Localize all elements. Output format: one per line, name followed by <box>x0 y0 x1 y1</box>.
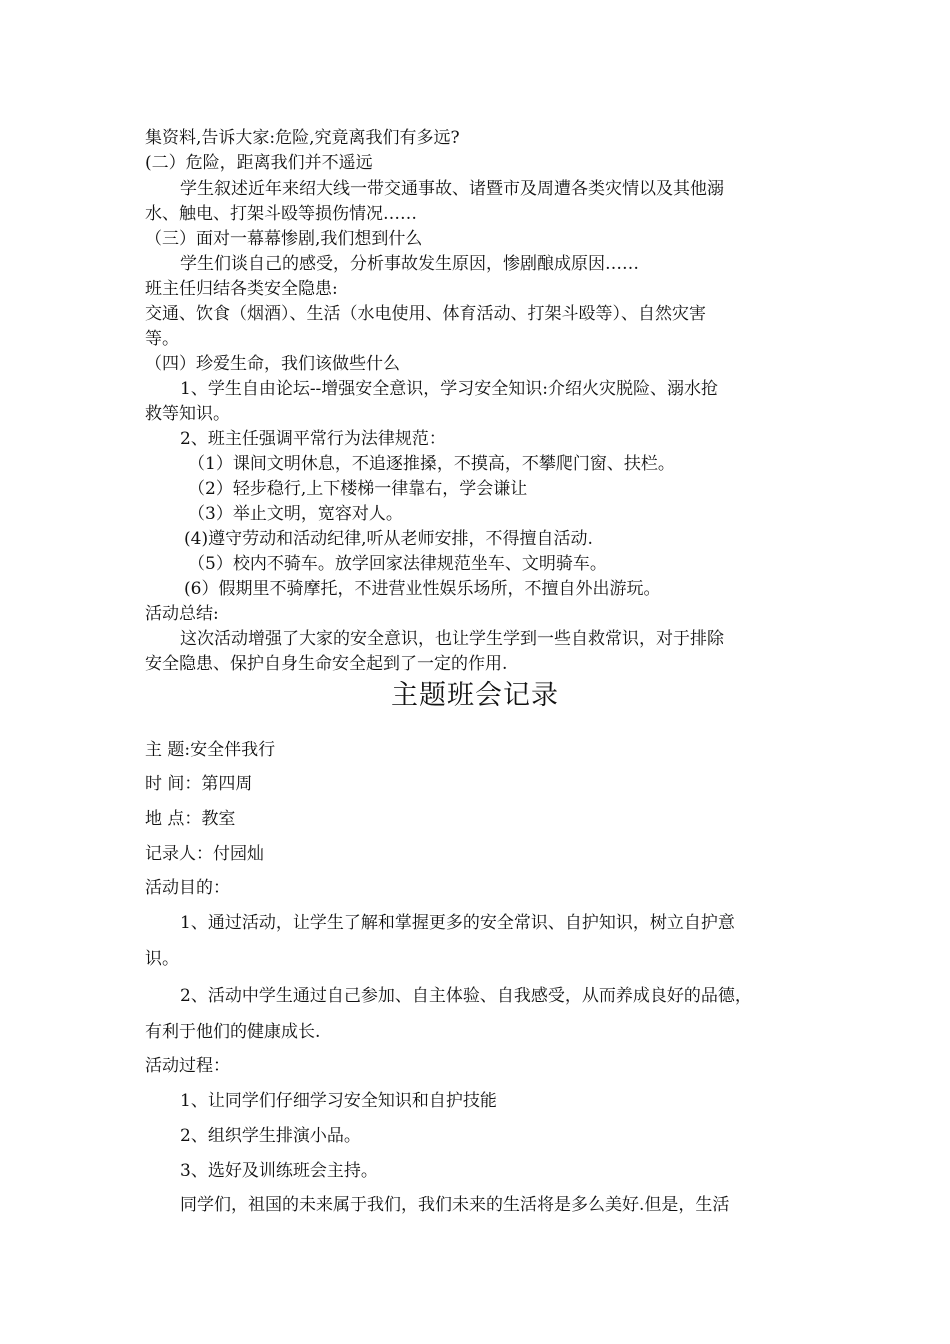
label-line: 活动目的： <box>145 878 230 898</box>
rule-item: （5）校内不骑车。放学回家法律规范坐车、文明骑车。 <box>188 554 607 574</box>
paragraph-line: 等。 <box>145 329 179 349</box>
rule-item: (4)遵守劳动和活动纪律,听从老师安排，不得擅自活动. <box>184 529 593 549</box>
paragraph-line: 安全隐患、保护自身生命安全起到了一定的作用. <box>145 654 508 674</box>
process-item: 2、组织学生排演小品。 <box>180 1126 361 1146</box>
paragraph-line: 识。 <box>145 949 179 969</box>
paragraph-line: 1、通过活动，让学生了解和掌握更多的安全常识、自护知识，树立自护意 <box>180 913 735 933</box>
label-line: 活动过程： <box>145 1056 230 1076</box>
rule-item: （1）课间文明休息，不追逐推搡，不摸高，不攀爬门窗、扶栏。 <box>188 454 675 474</box>
paragraph-line: 救等知识。 <box>145 404 230 424</box>
paragraph-line: 同学们，祖国的未来属于我们，我们未来的生活将是多么美好.但是，生活 <box>180 1195 730 1215</box>
paragraph-line: 学生叙述近年来绍大线一带交通事故、诸暨市及周遭各类灾情以及其他溺 <box>180 179 724 199</box>
paragraph-line: 2、活动中学生通过自己参加、自主体验、自我感受，从而养成良好的品德， <box>180 986 752 1006</box>
paragraph-line: 2、班主任强调平常行为法律规范： <box>180 429 446 449</box>
document-title: 主题班会记录 <box>391 680 559 711</box>
paragraph-line: 有利于他们的健康成长. <box>145 1022 321 1042</box>
label-line: 活动总结: <box>145 604 219 624</box>
section-heading: (二）危险，距离我们并不遥远 <box>145 153 373 173</box>
process-item: 1、让同学们仔细学习安全知识和自护技能 <box>180 1091 497 1111</box>
paragraph-line: 交通、饮食（烟酒）、生活（水电使用、体育活动、打架斗殴等）、自然灾害 <box>145 304 706 324</box>
rule-item: （3）举止文明，宽容对人。 <box>188 504 403 524</box>
section-heading: （三）面对一幕幕惨剧,我们想到什么 <box>145 229 423 249</box>
paragraph-line: 水、触电、打架斗殴等损伤情况…… <box>145 204 417 224</box>
meta-recorder: 记录人：付园灿 <box>145 844 264 864</box>
meta-time: 时 间：第四周 <box>145 774 253 794</box>
meta-theme: 主 题:安全伴我行 <box>145 740 276 760</box>
paragraph-line: 这次活动增强了大家的安全意识，也让学生学到一些自救常识，对于排除 <box>180 629 724 649</box>
process-item: 3、选好及训练班会主持。 <box>180 1161 378 1181</box>
paragraph-line: 1、学生自由论坛--增强安全意识，学习安全知识:介绍火灾脱险、溺水抢 <box>180 379 719 399</box>
label-line: 班主任归结各类安全隐患: <box>145 279 338 299</box>
rule-item: （2）轻步稳行,上下楼梯一律靠右，学会谦让 <box>188 479 528 499</box>
paragraph-line: 学生们谈自己的感受，分析事故发生原因，惨剧酿成原因…… <box>180 254 639 274</box>
section-heading: （四）珍爱生命，我们该做些什么 <box>145 354 400 374</box>
text-line: 集资料,告诉大家:危险,究竟离我们有多远? <box>145 128 460 148</box>
meta-place: 地 点：教室 <box>145 809 236 829</box>
rule-item: (6）假期里不骑摩托，不进营业性娱乐场所，不擅自外出游玩。 <box>184 579 661 599</box>
